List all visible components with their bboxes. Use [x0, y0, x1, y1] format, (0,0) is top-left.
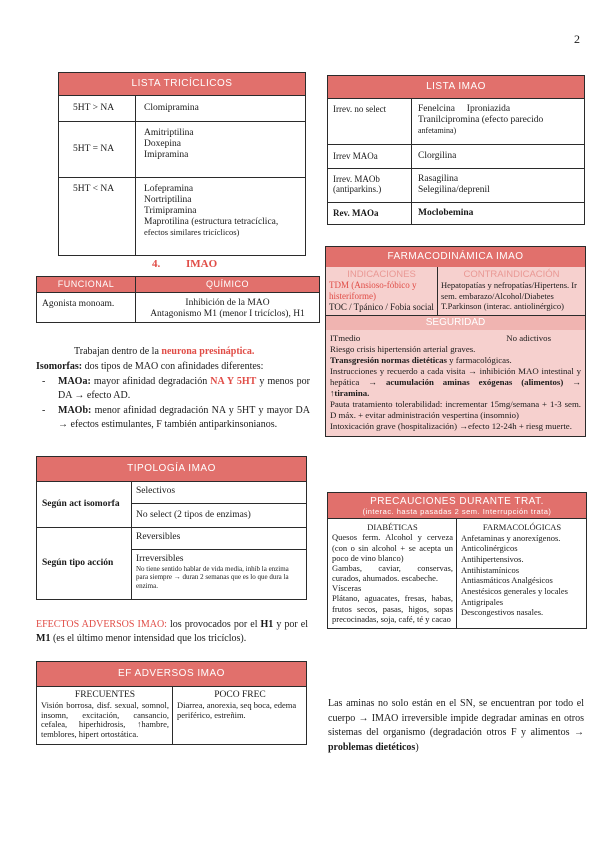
lista-triciclicos-title: LISTA TRICÍCLICOS [59, 73, 306, 96]
tipologia-table [36, 456, 307, 600]
funcional-cell: Agonista monoam. [37, 293, 136, 323]
frecuentes-title: FRECUENTES [74, 690, 136, 700]
farmacodinamica-box [325, 246, 586, 437]
imao-val [412, 99, 585, 145]
diabeticas-line: Vísceras [332, 583, 362, 594]
aminas-body: Las aminas no solo están en el SN, se encuentran por todo el cuerpo → IMAO irreversible impide degradar aminas en otros sistemas del organismo (degradación otros F y alimentos → [328, 698, 584, 738]
efectos-h1: H1 [260, 619, 274, 630]
quimico-line: Inhibición de la MAO [185, 298, 270, 308]
tipologia-title: TIPOLOGÍA IMAO [37, 457, 307, 482]
farmacologicas-title: FARMACOLÓGICAS [482, 522, 562, 533]
imao-drug: Fenelcina Iproniazida [418, 104, 511, 114]
imao-key: Irrev MAOa [328, 145, 412, 169]
irreversibles-note: No tiene sentido hablar de vida media, inhib la enzima para siempre → duran 2 semanas que es lo que dura la enzima. [136, 564, 289, 590]
imao-key: Irrev. MAOb (antiparkins.) [328, 169, 412, 203]
diabeticas-line: Gambas, caviar, conservas, curados, ahumados. escabeche. [332, 562, 453, 584]
farmacologicas-line: Antiasmáticos Analgésicos [461, 575, 553, 586]
mao-a-highlight: NA Y 5HT [210, 376, 257, 387]
quimico-header: QUÍMICO [136, 277, 320, 293]
farmacologicas-line: Anestésicos generales y locales [461, 585, 568, 596]
tric-key: 5HT = NA [59, 122, 136, 178]
trabajan-highlight: neurona presináptica. [161, 346, 255, 357]
farmacologicas-col [457, 519, 586, 628]
tric-drug: Lofepramina [144, 184, 194, 194]
tipologia-group: Según act isomorfa [37, 482, 132, 528]
seguridad-line: Riesgo crisis hipertensión arterial graves. [330, 343, 476, 354]
imao-drug: Clorgilina [412, 145, 585, 169]
lista-triciclicos-table [58, 72, 306, 256]
efectos-body: (es el último menor intensidad que los tricíclos). [50, 632, 247, 644]
mao-b-label: MAOb: [58, 405, 92, 416]
seguridad-line: Instrucciones y recuerdo a cada visita → inhibición MAO intestinal y hepática → [330, 365, 581, 387]
efectos-label: EFECTOS ADVERSOS IMAO: [36, 619, 167, 630]
contraindicacion-text: Hepatopatías y nefropatías/Hipertens. Ir sem. embarazo/Alcohol/Diabetes T.Parkinson (interac. antiolinérgico) [441, 280, 577, 311]
imao-val [412, 169, 585, 203]
tipologia-option [132, 550, 307, 600]
isomorfas-body: dos tipos de MAO con afinidades diferentes: [82, 361, 264, 372]
lista-imao-title: LISTA IMAO [328, 76, 585, 99]
page-number: 2 [574, 32, 580, 46]
seguridad-body [326, 330, 585, 436]
tric-drugs [136, 122, 306, 178]
poco-frec-cell [173, 687, 307, 745]
tric-drug: Trimipramina [144, 205, 197, 216]
tric-drugs [136, 178, 306, 256]
tric-drug: Amitriptilina [144, 128, 194, 138]
efectos-body: los provocados por el [166, 619, 261, 630]
tric-drug: efectos similares tricíclicos) [144, 226, 240, 237]
tric-drug: Doxepina [144, 138, 181, 149]
imao-key: Rev. MAOa [328, 203, 412, 225]
efectos-text [36, 618, 308, 645]
section-title: IMAO [186, 258, 218, 270]
farmacologicas-line: Descongestivos nasales. [461, 607, 544, 618]
aminas-text [328, 697, 584, 755]
tipologia-group: Según tipo acción [37, 528, 132, 600]
efectos-body: y por el [273, 619, 309, 630]
seguridad-it: ITmedio [330, 332, 361, 343]
precauciones-header [328, 493, 586, 518]
tipologia-option: Reversibles [132, 528, 307, 550]
tric-drug: Nortriptilina [144, 194, 192, 205]
contraindicacion-title: CONTRAINDICACIÓN [463, 269, 560, 280]
seguridad-bold: Transgresión normas dietéticas [330, 354, 447, 365]
farmacologicas-line: Antihistamínicos [461, 564, 520, 575]
imao-drug: Tranilcipromina (efecto parecido [418, 114, 544, 125]
tric-drug: Imipramina [144, 149, 189, 160]
diabeticas-col [328, 519, 457, 628]
funcional-header: FUNCIONAL [37, 277, 136, 293]
seguridad-line: y farmacológicas. [446, 354, 512, 365]
lista-imao-table [327, 75, 585, 225]
ef-adversos-title: EF ADVERSOS IMAO [37, 662, 307, 687]
tric-drug: Clomipramina [136, 96, 306, 122]
isomorfas-label: Isomorfas: [36, 361, 83, 372]
poco-frec-title: POCO FREC [214, 690, 266, 700]
seguridad-bold: ↑tiramina. [330, 387, 370, 398]
frecuentes-cell [37, 687, 173, 745]
imao-drug: Selegilina/deprenil [418, 184, 490, 195]
farmacologicas-line: Anticolinérgicos [461, 543, 518, 554]
quimico-line: Antagonismo M1 (menor I tricíclos), H1 [150, 308, 305, 319]
imao-drug: Moclobemina [412, 203, 585, 225]
tipologia-option: Selectivos [132, 482, 307, 504]
trabajan-text [74, 345, 254, 359]
precauciones-subtitle: (interac. hasta pasadas 2 sem. Interrupción trata) [362, 506, 552, 516]
precauciones-box [327, 492, 587, 629]
section-number: 4. [152, 258, 161, 270]
irreversibles-title: Irreversibles [136, 554, 184, 564]
mao-a-body2: y menos por DA → efecto AD. [58, 376, 310, 401]
mao-b-body: menor afinidad degradación NA y 5HT y mayor DA → efectos estimulantes, F también antiparkinsonianos. [58, 405, 310, 430]
farmacologicas-line: Anfetaminas y anorexígenos. [461, 532, 561, 543]
poco-frec-text: Diarrea, anorexia, seq boca, edema periférico, estreñim. [177, 699, 297, 720]
trabajan-plain: Trabajan dentro de la [74, 346, 162, 357]
diabeticas-title: DIABÉTICAS [367, 522, 418, 533]
precauciones-title: PRECAUCIONES DURANTE TRAT. [370, 496, 544, 507]
mao-a-text: - MAOa: mayor afinidad degradación NA Y 5HT y menos por DA → efecto AD. [42, 376, 310, 401]
diabeticas-line: Plátano, aguacates, fresas, habas, frutos secos, pasas, higos, sopas precocinadas, soja, café, té y cacao [332, 593, 453, 624]
aminas-end: ) [415, 741, 419, 753]
imao-drug: Rasagilina [418, 174, 459, 184]
seguridad-bold: acumulación aminas exógenas (alimentos) [385, 376, 564, 387]
frecuentes-text: Visión borrosa, disf. sexual, somnol, insomn, excitación, cansancio, cefalea, hiperhidrosis, ↑hambre, temblores, hipert ortostática. [41, 699, 169, 740]
seguridad-line: Intoxicación grave (hospitalización) →efecto 12-24h + riesg muerte. [330, 420, 572, 431]
tric-key: 5HT < NA [59, 178, 136, 256]
aminas-bold: problemas dietéticos [328, 741, 416, 753]
indicaciones-col [326, 267, 438, 315]
farmacologicas-line: Antigripales [461, 596, 504, 607]
seguridad-line: Pauta tratamiento tolerabilidad: incrementar 15mg/semana + 1-3 sem. D máx. + evitar administración vespertina (insomnio) [330, 398, 581, 420]
funcional-quimico-table [36, 276, 320, 323]
farmacologicas-line: Antihipertensivos. [461, 554, 524, 564]
mao-b-text: - MAOb: menor afinidad degradación NA y 5HT y mayor DA → efectos estimulantes, F también antiparkinsonianos. [42, 405, 310, 430]
tric-key: 5HT > NA [59, 96, 136, 122]
seguridad-adict: No adictivos [506, 332, 551, 343]
diabeticas-line: Quesos ferm. Alcohol y cerveza (con o sin alcohol + se acepta un poco de vino blanco) [332, 532, 453, 563]
tipologia-option: No select (2 tipos de enzimas) [132, 504, 307, 528]
indicaciones-title: INDICACIONES [347, 269, 416, 280]
imao-drug: anfetamina) [418, 125, 457, 135]
seguridad-title: SEGURIDAD [326, 315, 585, 330]
isomorfas-text [36, 360, 308, 374]
imao-key: Irrev. no select [328, 99, 412, 145]
quimico-cell [136, 293, 320, 323]
indicaciones-text: TOC / Tpánico / Fobia social [329, 301, 434, 312]
ef-adversos-table [36, 661, 307, 745]
tric-drug: Maprotilina (estructura tetracíclica, [144, 216, 279, 227]
indicaciones-red: TDM (Ansioso-fóbico y histeriforme) [329, 280, 417, 302]
seguridad-line: → [563, 376, 582, 387]
mao-a-body: mayor afinidad degradación [90, 376, 211, 387]
efectos-m1: M1 [36, 632, 51, 644]
farmacodinamica-title: FARMACODINÁMICA IMAO [326, 247, 585, 267]
contraindicacion-col [438, 267, 585, 315]
mao-a-label: MAOa: [58, 376, 91, 387]
